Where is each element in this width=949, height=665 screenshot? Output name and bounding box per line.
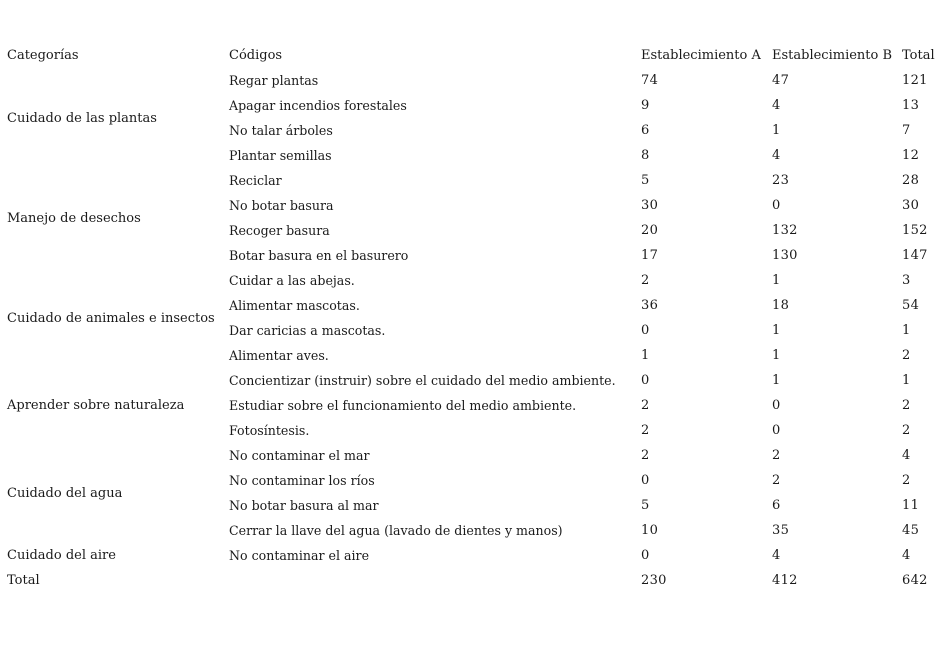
value-a-cell: 74 — [641, 73, 659, 88]
total-cell: 12 — [902, 148, 920, 163]
value-b-cell: 1 — [772, 348, 781, 363]
code-cell: Plantar semillas — [229, 148, 332, 163]
value-b-cell: 4 — [772, 98, 781, 113]
total-cell: 2 — [902, 423, 911, 438]
code-cell: Concientizar (instruir) sobre el cuidado del medio ambiente. — [229, 373, 616, 388]
code-cell: Recoger basura — [229, 223, 330, 238]
value-b-cell: 1 — [772, 273, 781, 288]
category-cell: Manejo de desechos — [7, 210, 141, 226]
table-row — [7, 443, 943, 468]
total-cell: 4 — [902, 448, 911, 463]
totals-row — [7, 568, 943, 593]
value-b-cell: 1 — [772, 123, 781, 138]
value-b-cell: 2 — [772, 473, 781, 488]
value-b-cell: 1 — [772, 323, 781, 338]
code-cell: Estudiar sobre el funcionamiento del medio ambiente. — [229, 398, 577, 413]
code-cell: Botar basura en el basurero — [229, 248, 409, 263]
value-a-cell: 8 — [641, 148, 650, 163]
value-b-cell: 35 — [772, 523, 790, 538]
value-a-cell: 6 — [641, 123, 650, 138]
total-cell: 2 — [902, 398, 911, 413]
value-b-cell: 130 — [772, 248, 798, 263]
code-cell: No talar árboles — [229, 123, 333, 138]
value-b-cell: 6 — [772, 498, 781, 513]
total-cell: 121 — [902, 73, 928, 88]
value-a-cell: 20 — [641, 223, 659, 238]
totals-total: 642 — [902, 573, 928, 588]
code-cell: Reciclar — [229, 173, 282, 188]
category-cell: Cuidado del aire — [7, 548, 116, 563]
code-cell: Fotosíntesis. — [229, 423, 310, 438]
value-a-cell: 36 — [641, 298, 659, 313]
total-cell: 3 — [902, 273, 911, 288]
total-cell: 1 — [902, 373, 911, 388]
totals-a: 230 — [641, 573, 667, 588]
category-cell: Cuidado de animales e insectos — [7, 310, 215, 326]
value-a-cell: 17 — [641, 248, 659, 263]
total-cell: 11 — [902, 498, 920, 513]
header-establecimiento-b: Establecimiento B — [772, 48, 893, 63]
value-a-cell: 2 — [641, 448, 650, 463]
value-a-cell: 1 — [641, 348, 650, 363]
code-cell: No contaminar los ríos — [229, 473, 375, 488]
total-cell: 13 — [902, 98, 920, 113]
value-a-cell: 30 — [641, 198, 659, 213]
value-b-cell: 132 — [772, 223, 798, 238]
total-cell: 152 — [902, 223, 928, 238]
category-cell: Cuidado del agua — [7, 485, 123, 501]
code-cell: No contaminar el mar — [229, 448, 370, 463]
total-cell: 1 — [902, 323, 911, 338]
value-b-cell: 1 — [772, 373, 781, 388]
value-a-cell: 2 — [641, 273, 650, 288]
total-cell: 2 — [902, 348, 911, 363]
code-cell: No contaminar el aire — [229, 548, 370, 563]
total-cell: 7 — [902, 123, 911, 138]
value-a-cell: 2 — [641, 398, 650, 413]
total-cell: 4 — [902, 548, 911, 563]
category-cell: Aprender sobre naturaleza — [7, 398, 185, 413]
value-b-cell: 0 — [772, 423, 781, 438]
code-cell: Dar caricias a mascotas. — [229, 323, 386, 338]
value-a-cell: 0 — [641, 473, 650, 488]
table-row — [7, 368, 943, 393]
value-b-cell: 47 — [772, 73, 790, 88]
value-b-cell: 18 — [772, 298, 790, 313]
value-a-cell: 5 — [641, 498, 650, 513]
totals-code-empty — [229, 568, 641, 593]
value-b-cell: 0 — [772, 398, 781, 413]
value-a-cell: 0 — [641, 548, 650, 563]
total-cell: 147 — [902, 248, 928, 263]
header-category: Categorías — [7, 48, 79, 63]
table-row — [7, 268, 943, 293]
table-row — [7, 68, 943, 93]
code-cell: Apagar incendios forestales — [229, 98, 407, 113]
value-b-cell: 2 — [772, 448, 781, 463]
totals-label: Total — [7, 573, 40, 588]
code-cell: Regar plantas — [229, 73, 319, 88]
value-b-cell: 4 — [772, 148, 781, 163]
code-cell: No botar basura — [229, 198, 334, 213]
header-total: Total — [902, 48, 935, 63]
value-a-cell: 9 — [641, 98, 650, 113]
category-cell: Cuidado de las plantas — [7, 110, 157, 126]
data-table — [7, 43, 943, 593]
code-cell: Cerrar la llave del agua (lavado de dientes y manos) — [229, 523, 563, 538]
value-a-cell: 10 — [641, 523, 659, 538]
value-a-cell: 0 — [641, 323, 650, 338]
header-row — [7, 43, 943, 68]
value-a-cell: 5 — [641, 173, 650, 188]
table-body — [7, 68, 943, 593]
header-establecimiento-a: Establecimiento A — [641, 48, 761, 63]
table-row — [7, 168, 943, 193]
value-a-cell: 0 — [641, 373, 650, 388]
value-b-cell: 4 — [772, 548, 781, 563]
total-cell: 2 — [902, 473, 911, 488]
total-cell: 45 — [902, 523, 920, 538]
total-cell: 28 — [902, 173, 920, 188]
totals-b: 412 — [772, 573, 798, 588]
code-cell: Cuidar a las abejas. — [229, 273, 355, 288]
header-code: Códigos — [229, 48, 283, 63]
total-cell: 30 — [902, 198, 920, 213]
value-a-cell: 2 — [641, 423, 650, 438]
table-row — [7, 543, 943, 568]
value-b-cell: 0 — [772, 198, 781, 213]
code-cell: No botar basura al mar — [229, 498, 379, 513]
total-cell: 54 — [902, 298, 920, 313]
value-b-cell: 23 — [772, 173, 790, 188]
code-cell: Alimentar aves. — [229, 348, 329, 363]
code-cell: Alimentar mascotas. — [229, 298, 360, 313]
